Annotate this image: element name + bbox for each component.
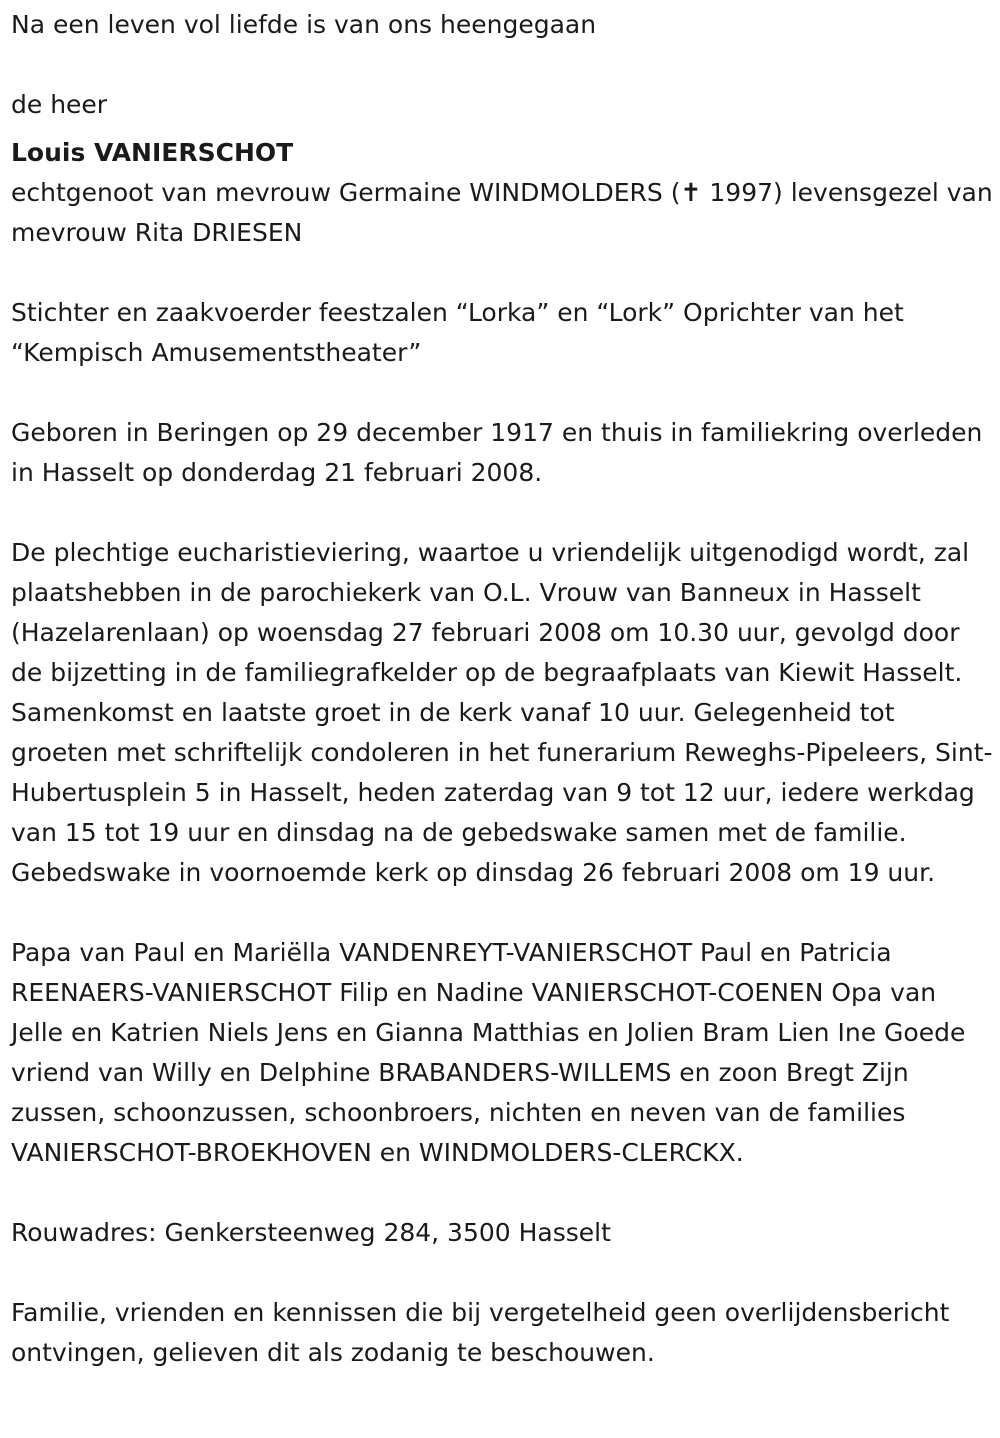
spacer	[11, 493, 996, 533]
title-prefix: de heer	[11, 90, 108, 119]
closing-paragraph: Familie, vrienden en kennissen die bij vergetelheid geen overlijdensbericht ontvingen, gelieven dit als zodanig te beschouwen.	[11, 1298, 950, 1367]
birth-death-line: Geboren in Beringen op 29 december 1917 en thuis in familiekring overleden in Hasselt op donderdag 21 februari 2008.	[11, 418, 983, 487]
spacer	[11, 373, 996, 413]
deceased-name: Louis VANIERSCHOT	[11, 138, 294, 167]
ceremony-paragraph: De plechtige eucharistieviering, waartoe u vriendelijk uitgenodigd wordt, zal plaatshebben in de parochiekerk van O.L. Vrouw van Banneux in Hasselt (Hazelarenlaan) op woensdag 27 februari 2008 om 10.30 uur, gevolgd door de bijzetting in de familiegrafkelder op de begraafplaats van Kiewit Hasselt. Samenkomst en laatste groet in de kerk vanaf 10 uur. Gelegenheid tot groeten met schriftelijk condoleren in het funerarium Reweghs-Pipeleers, Sint-Hubertusplein 5 in Hasselt, heden zaterdag van 9 tot 12 uur, iedere werkdag van 15 tot 19 uur en dinsdag na de gebedswake samen met de familie. Gebedswake in voornoemde kerk op dinsdag 26 februari 2008 om 19 uur.	[11, 538, 993, 887]
address-line: Rouwadres: Genkersteenweg 284, 3500 Hasselt	[11, 1218, 611, 1247]
spouse-line: echtgenoot van mevrouw Germaine WINDMOLDERS (✝ 1997) levensgezel van mevrouw Rita DRIESEN	[11, 178, 993, 247]
spacer	[11, 45, 996, 85]
spacer	[11, 253, 996, 293]
family-paragraph: Papa van Paul en Mariëlla VANDENREYT-VANIERSCHOT Paul en Patricia REENAERS-VANIERSCHOT Filip en Nadine VANIERSCHOT-COENEN Opa van Jelle en Katrien Niels Jens en Gianna Matthias en Jolien Bram Lien Ine Goede vriend van Willy en Delphine BRABANDERS-WILLEMS en zoon Bregt Zijn zussen, schoonzussen, schoonbroers, nichten en neven van de families VANIERSCHOT-BROEKHOVEN en WINDMOLDERS-CLERCKX.	[11, 938, 966, 1167]
spacer	[11, 893, 996, 933]
spacer	[11, 1253, 996, 1293]
spacer	[11, 1173, 996, 1213]
founder-line: Stichter en zaakvoerder feestzalen “Lorka” en “Lork” Oprichter van het “Kempisch Amusementstheater”	[11, 298, 904, 367]
opening-line: Na een leven vol liefde is van ons heengegaan	[11, 10, 597, 39]
